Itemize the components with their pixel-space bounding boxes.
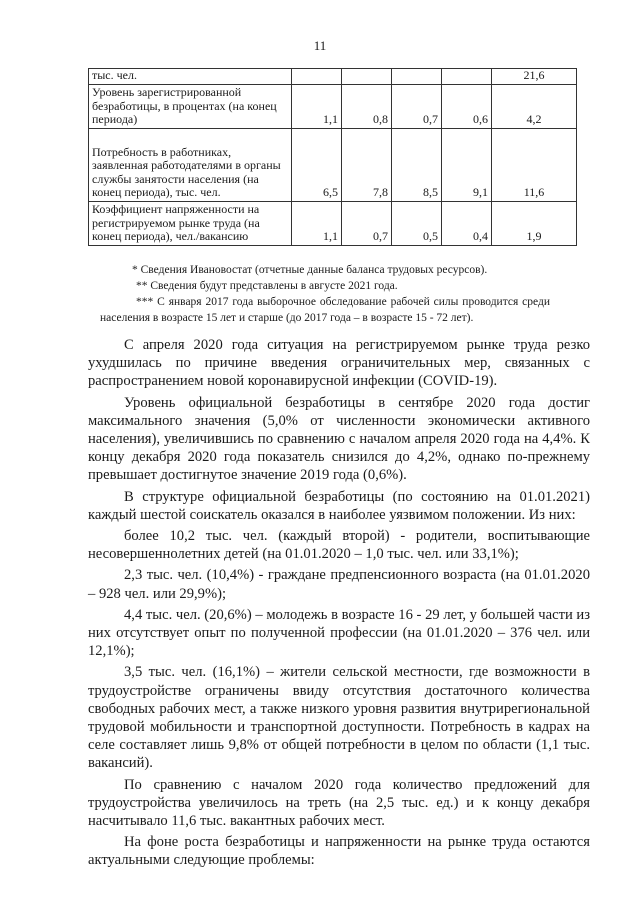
paragraph: Уровень официальной безработицы в сентябре 2020 года достиг максимального значения (5,0% от численности экономически активного населения), увеличившись по сравнению с началом апреля 2020 года на 4,4%. К концу декабря 2020 года показатель снизился до 4,2%, однако по-прежнему превышает достигнутое значение 2019 года (0,6%). <box>88 394 590 484</box>
list-item: более 10,2 тыс. чел. (каждый второй) - родители, воспитывающие несовершеннолетних детей (на 01.01.2020 – 1,0 тыс. чел. или 33,1%); <box>88 528 590 563</box>
table-cell: 21,6 <box>492 69 577 85</box>
table-cell: 1,1 <box>292 84 342 128</box>
table-cell <box>442 69 492 85</box>
table-cell: 8,5 <box>392 128 442 201</box>
table-cell: 0,4 <box>442 201 492 245</box>
table-row <box>89 201 577 245</box>
paragraph: С апреля 2020 года ситуация на регистрируемом рынке труда резко ухудшилась по причине введения ограничительных мер, связанных с распространением новой коронавирусной инфекции (COVID-19). <box>88 337 590 390</box>
list-item: 2,3 тыс. чел. (10,4%) - граждане предпенсионного возраста (на 01.01.2020 – 928 чел. или 29,9%); <box>88 567 590 602</box>
footnote: ** Сведения будут представлены в августе 2021 года. <box>136 280 398 292</box>
row-label: тыс. чел. <box>89 69 292 85</box>
table-cell: 9,1 <box>442 128 492 201</box>
paragraph: В структуре официальной безработицы (по состоянию на 01.01.2021) каждый шестой соискатель оказался в наиболее уязвимом положении. Из них: <box>88 488 590 523</box>
list-item: 4,4 тыс. чел. (20,6%) – молодежь в возрасте 16 - 29 лет, у большей части из них отсутствует опыт по полученной профессии (на 01.01.2020 – 376 чел. или 12,1%); <box>88 606 590 660</box>
table-cell: 0,5 <box>392 201 442 245</box>
table-cell: 11,6 <box>492 128 577 201</box>
row-label: Потребность в работниках, заявленная работодателями в органы службы занятости населения (на конец периода), тыс. чел. <box>89 128 292 201</box>
table-cell: 6,5 <box>292 128 342 201</box>
table-cell: 1,1 <box>292 201 342 245</box>
table-cell: 0,8 <box>342 84 392 128</box>
footnote: *** С января 2017 года выборочное обследование рабочей силы проводится среди населения в возрасте 15 лет и старше (до 2017 года – в возрасте 15 - 72 лет). <box>100 296 550 324</box>
table-cell: 0,7 <box>392 84 442 128</box>
statistics-table <box>88 68 577 246</box>
footnote: * Сведения Ивановостат (отчетные данные баланса трудовых ресурсов). <box>132 264 488 276</box>
table-cell: 4,2 <box>492 84 577 128</box>
table-cell <box>342 69 392 85</box>
table-cell: 0,6 <box>442 84 492 128</box>
table-row <box>89 69 577 85</box>
table-row <box>89 84 577 128</box>
paragraph: На фоне роста безработицы и напряженности на рынке труда остаются актуальными следующие проблемы: <box>88 834 590 869</box>
table-cell <box>292 69 342 85</box>
table-cell <box>392 69 442 85</box>
table-cell: 1,9 <box>492 201 577 245</box>
table-cell: 0,7 <box>342 201 392 245</box>
paragraph: По сравнению с началом 2020 года количество предложений для трудоустройства увеличилось на треть (на 2,5 тыс. ед.) и к концу декабря насчитывало 11,6 тыс. вакантных рабочих мест. <box>88 776 590 830</box>
page-number: 11 <box>313 38 327 53</box>
row-label: Коэффициент напряженности на регистрируемом рынке труда (на конец периода), чел./вакансию <box>89 201 292 245</box>
body-text <box>88 336 590 873</box>
table-row <box>89 128 577 201</box>
row-label: Уровень зарегистрированной безработицы, в процентах (на конец периода) <box>89 84 292 128</box>
list-item: 3,5 тыс. чел. (16,1%) – жители сельской местности, где возможности в трудоустройстве ограничены ввиду отсутствия достаточного количества свободных рабочих мест, а также низкого уровня развития внутрирегиональной трудовой мобильности и транспортной доступности. Потребность в кадрах на селе составляет лишь 9,8% от общей потребности в целом по области (1,1 тыс. вакансий). <box>88 664 590 772</box>
footnotes <box>100 262 550 326</box>
table-cell: 7,8 <box>342 128 392 201</box>
